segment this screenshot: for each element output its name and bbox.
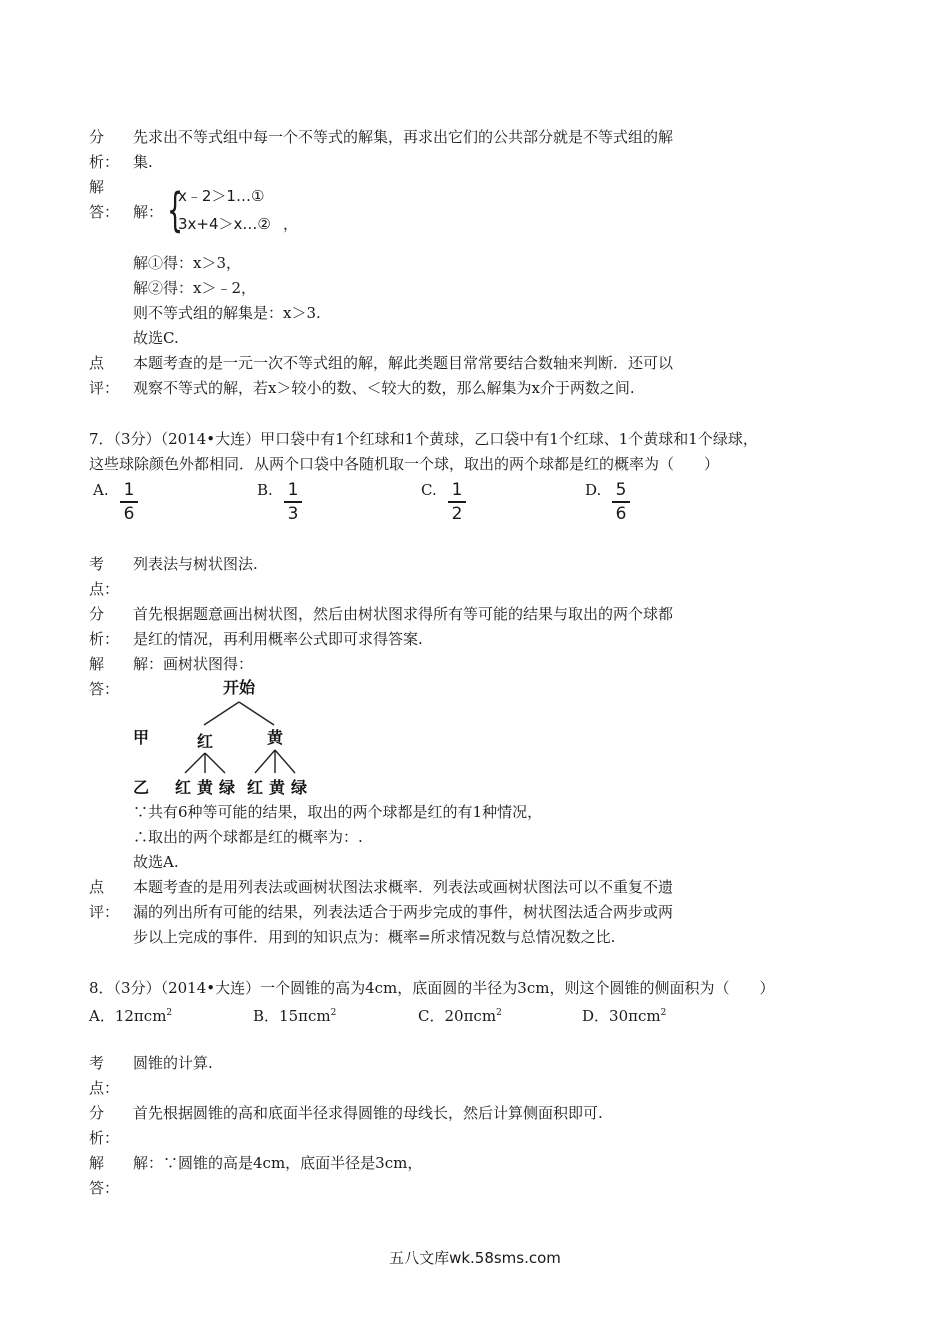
label-topic: 考: [89, 1054, 105, 1072]
q6-analysis-line2: 集.: [133, 153, 153, 171]
q8-option-a: [89, 1003, 172, 1026]
q6-comment-line2: 观察不等式的解，若x＞较小的数、＜较大的数，那么解集为x介于两数之间.: [133, 379, 635, 397]
label-solution: 解: [89, 655, 105, 673]
tree-branch: [255, 750, 275, 773]
q8-topic: 圆锥的计算.: [133, 1054, 213, 1072]
tree-row-label-jia: 甲: [132, 728, 150, 747]
q8-analysis: 首先根据圆锥的高和底面半径求得圆锥的母线长，然后计算侧面积即可.: [133, 1104, 603, 1122]
footer-watermark: 五八文库wk.58sms.com: [389, 1249, 561, 1267]
fraction-bar: [120, 501, 138, 503]
q6-step3: 则不等式组的解集是：x＞3.: [133, 304, 321, 322]
label-solution-2: 答：: [89, 203, 120, 221]
fraction-bar: [284, 501, 302, 503]
option-letter: C．: [418, 1007, 445, 1025]
tree-branch: [205, 753, 225, 773]
left-brace-icon: {: [167, 183, 184, 237]
q6-step2: 解②得：x＞﹣2，: [133, 279, 257, 297]
label-analysis: 分: [89, 1104, 105, 1122]
q7-option-c-letter: C.: [421, 481, 437, 499]
fraction-bar: [448, 501, 466, 503]
numerator: 1: [287, 480, 299, 500]
tree-leaf: 红: [246, 778, 264, 797]
q7-comment-line2: 漏的列出所有可能的结果，列表法适合于两步完成的事件，树状图法适合两步或两: [133, 903, 674, 921]
option-value: 12πcm: [114, 1007, 167, 1025]
q7-option-c-fraction: [448, 480, 466, 524]
q7-topic: 列表法与树状图法.: [133, 555, 258, 573]
option-value: 20πcm: [444, 1007, 497, 1025]
label-comment-2: 评：: [89, 903, 120, 921]
tree-branch: [239, 702, 274, 725]
numerator: 1: [451, 480, 463, 500]
option-exponent: 2: [496, 1008, 502, 1018]
label-solution-2: 答：: [89, 680, 120, 698]
option-exponent: 2: [660, 1008, 667, 1018]
tree-row-label-yi: 乙: [132, 778, 150, 797]
label-topic-2: 点：: [89, 1079, 120, 1097]
q7-stem-line2: 这些球除颜色外都相同．从两个口袋中各随机取一个球，取出的两个球都是红的概率为（ ）: [89, 455, 720, 473]
q7-comment-line1: 本题考查的是用列表法或画树状图法求概率．列表法或画树状图法可以不重复不遗: [133, 878, 674, 896]
q7-option-b-letter: B.: [257, 481, 273, 499]
option-exponent: 2: [330, 1008, 337, 1018]
numerator: 1: [123, 480, 135, 500]
q6-system-comma: ，: [283, 215, 299, 233]
label-analysis-2: 析：: [89, 1129, 120, 1147]
tree-leaf: 绿: [290, 778, 308, 797]
fraction-bar: [612, 501, 630, 503]
q7-stem-line1: 7．（3分）（2014•大连）甲口袋中有1个红球和1个黄球，乙口袋中有1个红球、1个黄球和1个绿球，: [89, 430, 758, 448]
q8-solution: 解：∵圆锥的高是4cm，底面半径是3cm，: [133, 1154, 423, 1172]
label-analysis-2: 析：: [89, 630, 120, 648]
q7-solution-line2: ∵共有6种等可能的结果，取出的两个球都是红的有1种情况，: [133, 803, 543, 821]
q7-option-a-letter: A.: [93, 481, 109, 499]
q7-option-d-letter: D.: [585, 481, 602, 499]
tree-leaf: 黄: [268, 778, 286, 797]
tree-root: 开始: [222, 678, 256, 697]
tree-leaf: 黄: [196, 778, 214, 797]
denominator: 2: [451, 504, 463, 524]
denominator: 6: [615, 504, 627, 524]
q7-option-a-fraction: [120, 480, 138, 524]
label-comment: 点: [89, 354, 105, 372]
q8-option-b: [253, 1003, 336, 1026]
tree-diagram: [129, 675, 329, 799]
label-solution: 解: [89, 178, 105, 196]
tree-leaf: 红: [174, 778, 192, 797]
tree-branch: [185, 753, 205, 773]
numerator: 5: [615, 480, 627, 500]
label-solution-2: 答：: [89, 1179, 120, 1197]
q6-step1: 解①得：x＞3，: [133, 254, 242, 272]
option-letter: A．: [89, 1007, 115, 1025]
option-exponent: 2: [166, 1008, 173, 1018]
tree-leaf: 绿: [218, 778, 236, 797]
tree-level1-yellow: 黄: [266, 728, 284, 747]
label-analysis: 分: [89, 605, 105, 623]
q6-comment-line1: 本题考查的是一元一次不等式组的解，解此类题目常常要结合数轴来判断．还可以: [133, 354, 674, 372]
option-letter: D．: [582, 1007, 610, 1025]
q6-analysis-line1: 先求出不等式组中每一个不等式的解集，再求出它们的公共部分就是不等式组的解: [133, 128, 674, 146]
q6-system-line2: 3x+4＞x…②: [178, 215, 271, 233]
label-analysis: 分: [89, 128, 105, 146]
label-comment: 点: [89, 878, 105, 896]
denominator: 3: [287, 504, 299, 524]
option-letter: B．: [253, 1007, 280, 1025]
option-value: 15πcm: [279, 1007, 331, 1025]
tree-level1-red: 红: [196, 732, 214, 751]
tree-branch: [204, 702, 239, 725]
q6-solution-prefix: 解：: [133, 203, 164, 221]
q7-solution-line1: 解：画树状图得：: [133, 655, 254, 673]
q7-option-b-fraction: [284, 480, 302, 524]
q8-option-d: [582, 1003, 666, 1026]
q7-analysis-line1: 首先根据题意画出树状图，然后由树状图求得所有等可能的结果与取出的两个球都: [133, 605, 674, 623]
label-topic: 考: [89, 555, 105, 573]
q7-solution-line3: ∴取出的两个球都是红的概率为：.: [133, 828, 363, 846]
option-value: 30πcm: [609, 1007, 661, 1025]
q7-comment-line3: 步以上完成的事件．用到的知识点为：概率=所求情况数与总情况数之比.: [133, 928, 616, 946]
q6-system-line1: x﹣2＞1…①: [178, 187, 265, 205]
label-topic-2: 点：: [89, 580, 120, 598]
label-analysis-2: 析：: [89, 153, 120, 171]
q7-option-d-fraction: [612, 480, 630, 524]
tree-branch: [275, 750, 295, 773]
q7-analysis-line2: 是红的情况，再利用概率公式即可求得答案.: [133, 630, 423, 648]
denominator: 6: [123, 504, 135, 524]
q8-stem: 8．（3分）（2014•大连）一个圆锥的高为4cm，底面圆的半径为3cm，则这个圆锥的侧面积为（ ）: [89, 979, 775, 997]
q6-step4: 故选C.: [133, 329, 179, 347]
label-solution: 解: [89, 1154, 105, 1172]
q8-option-c: [418, 1003, 502, 1026]
label-comment-2: 评：: [89, 379, 120, 397]
q7-solution-line4: 故选A.: [133, 853, 179, 871]
